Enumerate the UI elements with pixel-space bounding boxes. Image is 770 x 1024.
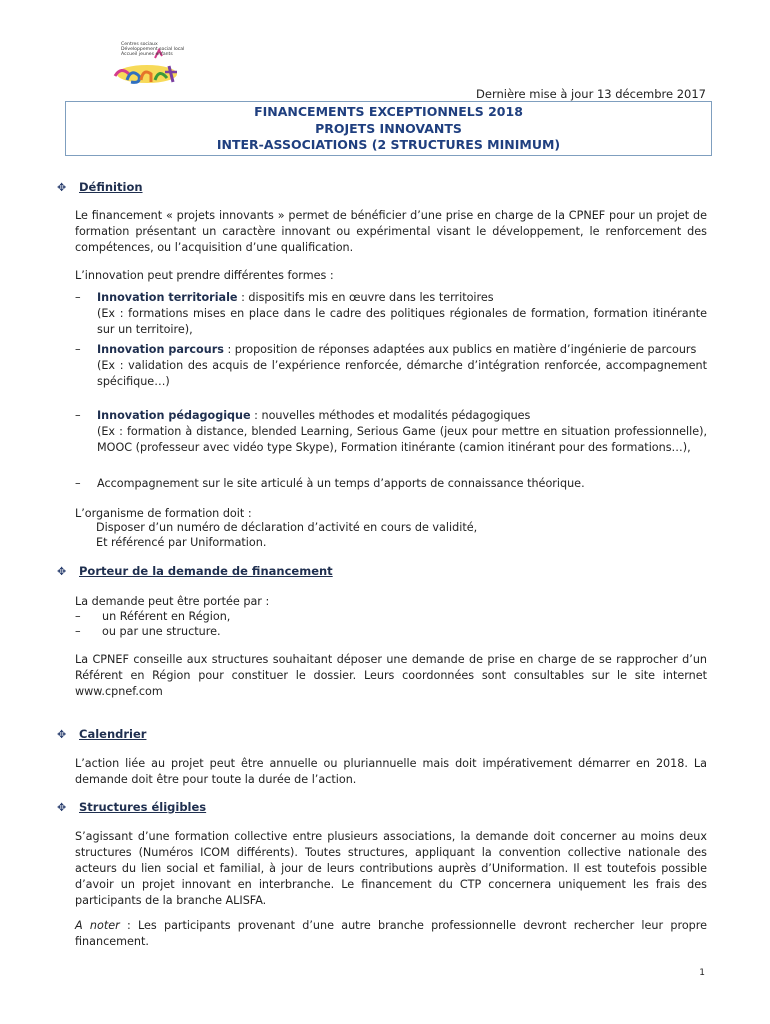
title-box bbox=[65, 101, 712, 156]
last-update-date: Dernière mise à jour 13 décembre 2017 bbox=[476, 87, 706, 101]
porteur-intro: La demande peut être portée par : bbox=[75, 595, 270, 608]
dash-bullet: – bbox=[75, 343, 81, 356]
forms-intro: L’innovation peut prendre différentes formes : bbox=[75, 269, 334, 282]
logo-tagline-line: Développement social local bbox=[121, 47, 185, 52]
title-line-2: PROJETS INNOVANTS bbox=[315, 120, 462, 136]
diamond-star-icon: ✥ bbox=[57, 728, 67, 741]
list-item-rest: : dispositifs mis en œuvre dans les territoires (Ex : formations mises en place dans le cadre des politiques régionales de formation, formation itinérante sur un territoire), bbox=[97, 291, 707, 336]
dash-bullet: – bbox=[75, 625, 81, 638]
logo-tagline bbox=[121, 42, 184, 57]
section-heading-text: Calendrier bbox=[79, 727, 147, 741]
definition-intro: Le financement « projets innovants » permet de bénéficier d’une prise en charge de la CPNEF pour un projet de formation présentant un caractère innovant ou expérimental visant le développement, le renforcement des compétences, ou l’acquisition d’une qualification. bbox=[75, 209, 707, 254]
note-label: A noter bbox=[75, 919, 120, 932]
diamond-star-icon: ✥ bbox=[57, 181, 67, 194]
section-heading-porteur bbox=[57, 564, 333, 578]
section-heading-text: Structures éligibles bbox=[79, 800, 207, 814]
logo-tagline-line: Accueil jeunes enfants bbox=[121, 52, 173, 57]
list-item-bold: Innovation parcours bbox=[97, 343, 224, 356]
dash-bullet: – bbox=[75, 610, 81, 623]
dash-bullet: – bbox=[75, 477, 81, 490]
org-line: Disposer d’un numéro de déclaration d’activité en cours de validité, bbox=[96, 521, 478, 534]
diamond-star-icon: ✥ bbox=[57, 801, 67, 814]
org-intro: L’organisme de formation doit : bbox=[75, 507, 252, 520]
section-heading-text: Définition bbox=[79, 180, 143, 194]
diamond-star-icon: ✥ bbox=[57, 565, 67, 578]
section-heading-text: Porteur de la demande de financement bbox=[79, 564, 333, 578]
list-item-body: Accompagnement sur le site articulé à un temps d’apports de connaissance théorique. bbox=[97, 477, 585, 490]
title-line-1: FINANCEMENTS EXCEPTIONNELS 2018 bbox=[254, 104, 523, 119]
porteur-advice: La CPNEF conseille aux structures souhaitant déposer une demande de prise en charge de se rapprocher d’un Référent en Région pour constituer le dossier. Leurs coordonnées sont consultables sur le site internet www.cpnef.com bbox=[75, 653, 707, 698]
cpnef-logo bbox=[107, 36, 187, 98]
note-text: : Les participants provenant d’une autre branche professionnelle devront rechercher leur propre financement. bbox=[75, 919, 707, 948]
list-item-bold: Innovation pédagogique bbox=[97, 409, 251, 422]
page-number: 1 bbox=[699, 968, 705, 978]
dash-bullet: – bbox=[75, 291, 81, 304]
logo-tagline-line: Centres sociaux bbox=[121, 42, 158, 47]
list-item-body bbox=[97, 342, 707, 390]
structures-text: S’agissant d’une formation collective entre plusieurs associations, la demande doit concerner au moins deux structures (Numéros ICOM différents). Toutes structures, appliquant la convention collective nationale des acteurs du lien social et familial, à jour de leurs contributions auprès d’Uniformation. Il est toutefois possible d’avoir un projet innovant en interbranche. Le financement du CTP concernera uniquement les frais des participants de la branche ALISFA. bbox=[75, 830, 707, 907]
section-heading-definition bbox=[57, 180, 143, 194]
list-item-body bbox=[97, 290, 707, 338]
org-line: Et référencé par Uniformation. bbox=[96, 536, 267, 549]
list-item-rest: : proposition de réponses adaptées aux publics en matière d’ingénierie de parcours (Ex : validation des acquis de l’expérience renforcée, démarche d’intégration renforcée, accompagnement spécifique…) bbox=[97, 343, 707, 388]
section-heading-calendrier bbox=[57, 727, 146, 741]
dash-bullet: – bbox=[75, 409, 81, 422]
list-item-rest: : nouvelles méthodes et modalités pédagogiques (Ex : formation à distance, blended Learning, Serious Game (jeux pour mettre en situation professionnelle), MOOC (professeur avec vidéo type Skype), Formation itinérante (camion itinérant pour des formations…), bbox=[97, 409, 707, 454]
list-item-bold: Innovation territoriale bbox=[97, 291, 238, 304]
list-item-body bbox=[97, 408, 707, 456]
structures-note bbox=[75, 918, 707, 950]
list-item-body: un Référent en Région, bbox=[102, 610, 231, 623]
title-line-3: INTER-ASSOCIATIONS (2 STRUCTURES MINIMUM) bbox=[216, 137, 561, 152]
section-heading-structures bbox=[57, 800, 206, 814]
list-item-body: ou par une structure. bbox=[102, 625, 221, 638]
calendrier-text: L’action liée au projet peut être annuelle ou pluriannuelle mais doit impérativement démarrer en 2018. La demande doit être pour toute la durée de l’action. bbox=[75, 757, 707, 786]
